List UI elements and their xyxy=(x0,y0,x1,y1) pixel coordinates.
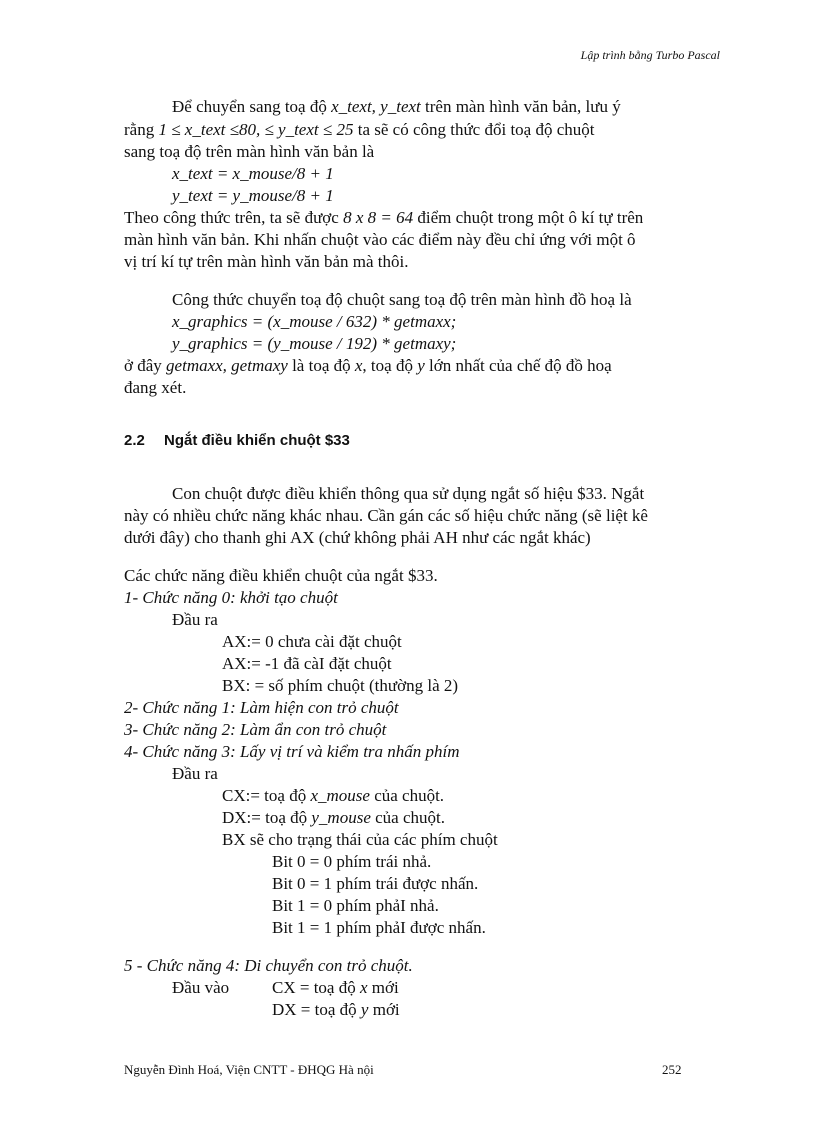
text: Để chuyển sang toạ độ xyxy=(172,97,327,116)
text: của chuột. xyxy=(374,786,445,805)
variable: x xyxy=(359,978,368,997)
section-title: Ngắt điều khiển chuột $33 xyxy=(164,432,350,449)
footer-author: Nguyễn Đình Hoá, Viện CNTT - ĐHQG Hà nội xyxy=(124,1062,374,1077)
variable: x_text, y_text xyxy=(331,97,421,116)
variable: x xyxy=(354,356,363,375)
p1-line-3: sang toạ độ trên màn hình văn bản là xyxy=(124,142,375,161)
running-header: Lập trình bằng Turbo Pascal xyxy=(580,48,720,62)
variable: y xyxy=(360,1000,369,1019)
p1-line-1 xyxy=(172,96,621,118)
text: lớn nhất của chế độ đồ hoạ xyxy=(429,356,612,375)
function-3-output-label: Đầu ra xyxy=(172,764,218,783)
text: trên màn hình văn bản, lưu ý xyxy=(425,97,621,116)
p3-line-1: Con chuột được điều khiển thông qua sử dụng ngắt số hiệu $33. Ngắt xyxy=(172,484,645,503)
formula-y-graphics: y_graphics = (y_mouse / 192) * getmaxy; xyxy=(172,334,457,353)
text: CX:= toạ độ xyxy=(222,786,307,805)
list-intro: Các chức năng điều khiển chuột của ngắt $33. xyxy=(124,566,438,585)
variable: y_mouse xyxy=(311,808,371,827)
formula-x-text: x_text = x_mouse/8 + 1 xyxy=(172,164,334,183)
text: mới xyxy=(372,1000,400,1019)
text: ở đây xyxy=(124,356,162,375)
section-heading xyxy=(124,432,350,449)
text: điểm chuột trong một ô kí tự trên xyxy=(417,208,644,227)
bit-state-2: Bit 0 = 1 phím trái được nhấn. xyxy=(272,874,479,893)
function-4-input-row xyxy=(172,977,399,999)
function-4-input-label: Đầu vào xyxy=(172,978,230,997)
function-4-title: 5 - Chức năng 4: Di chuyển con trỏ chuột. xyxy=(124,956,413,975)
text: Theo công thức trên, ta sẽ được xyxy=(124,208,339,227)
function-3-dx xyxy=(222,807,445,829)
bit-state-3: Bit 1 = 0 phím phảI nhả. xyxy=(272,896,439,915)
formula-y-text: y_text = y_mouse/8 + 1 xyxy=(172,186,334,205)
function-0-title: 1- Chức năng 0: khởi tạo chuột xyxy=(124,588,338,607)
text: rằng xyxy=(124,120,155,139)
p2-line-1: Công thức chuyển toạ độ chuột sang toạ độ trên màn hình đồ hoạ là xyxy=(172,290,632,309)
function-1-title: 2- Chức năng 1: Làm hiện con trỏ chuột xyxy=(124,698,399,717)
p2-line-3: đang xét. xyxy=(124,378,187,397)
text: DX = toạ độ xyxy=(272,1000,357,1019)
p1-line-6: vị trí kí tự trên màn hình văn bản mà thôi. xyxy=(124,252,409,271)
p2-line-2 xyxy=(124,355,612,377)
text: DX:= toạ độ xyxy=(222,808,308,827)
p1-line-5: màn hình văn bản. Khi nhấn chuột vào các điểm này đều chỉ ứng với một ô xyxy=(124,230,636,249)
page-number: 252 xyxy=(662,1062,682,1077)
text: của chuột. xyxy=(375,808,445,827)
function-3-bx: BX sẽ cho trạng thái của các phím chuột xyxy=(222,830,498,849)
p1-line-4 xyxy=(124,207,643,229)
text: mới xyxy=(371,978,399,997)
text: , toạ độ xyxy=(362,356,413,375)
function-3-cx xyxy=(222,785,444,807)
text: là toạ độ xyxy=(292,356,351,375)
function-0-result-1: AX:= 0 chưa cài đặt chuột xyxy=(222,632,402,651)
variable: y xyxy=(417,356,425,375)
function-0-output-label: Đầu ra xyxy=(172,610,218,629)
p1-line-2 xyxy=(124,119,594,141)
p3-line-2: này có nhiều chức năng khác nhau. Cần gán các số hiệu chức năng (sẽ liệt kê xyxy=(124,506,648,525)
function-3-title: 4- Chức năng 3: Lấy vị trí và kiểm tra nhấn phím xyxy=(124,742,460,761)
bit-state-1: Bit 0 = 0 phím trái nhả. xyxy=(272,852,432,871)
inequality: 1 ≤ x_text ≤80, ≤ y_text ≤ 25 xyxy=(158,120,354,139)
function-0-result-3: BX: = số phím chuột (thường là 2) xyxy=(222,676,459,695)
p3-line-3: dưới đây) cho thanh ghi AX (chứ không phải AH như các ngắt khác) xyxy=(124,528,591,547)
variable: x_mouse xyxy=(310,786,370,805)
text: ta sẽ có công thức đổi toạ độ chuột xyxy=(357,120,595,139)
bit-state-4: Bit 1 = 1 phím phảI được nhấn. xyxy=(272,918,486,937)
expression: 8 x 8 = 64 xyxy=(343,208,414,227)
formula-x-graphics: x_graphics = (x_mouse / 632) * getmaxx; xyxy=(172,312,457,331)
function-0-result-2: AX:= -1 đã càI đặt chuột xyxy=(222,654,392,673)
section-number: 2.2 xyxy=(124,432,145,449)
variable: getmaxx, getmaxy xyxy=(166,356,288,375)
text: CX = toạ độ xyxy=(272,978,356,997)
function-4-dx xyxy=(272,999,400,1021)
function-2-title: 3- Chức năng 2: Làm ẩn con trỏ chuột xyxy=(124,720,387,739)
